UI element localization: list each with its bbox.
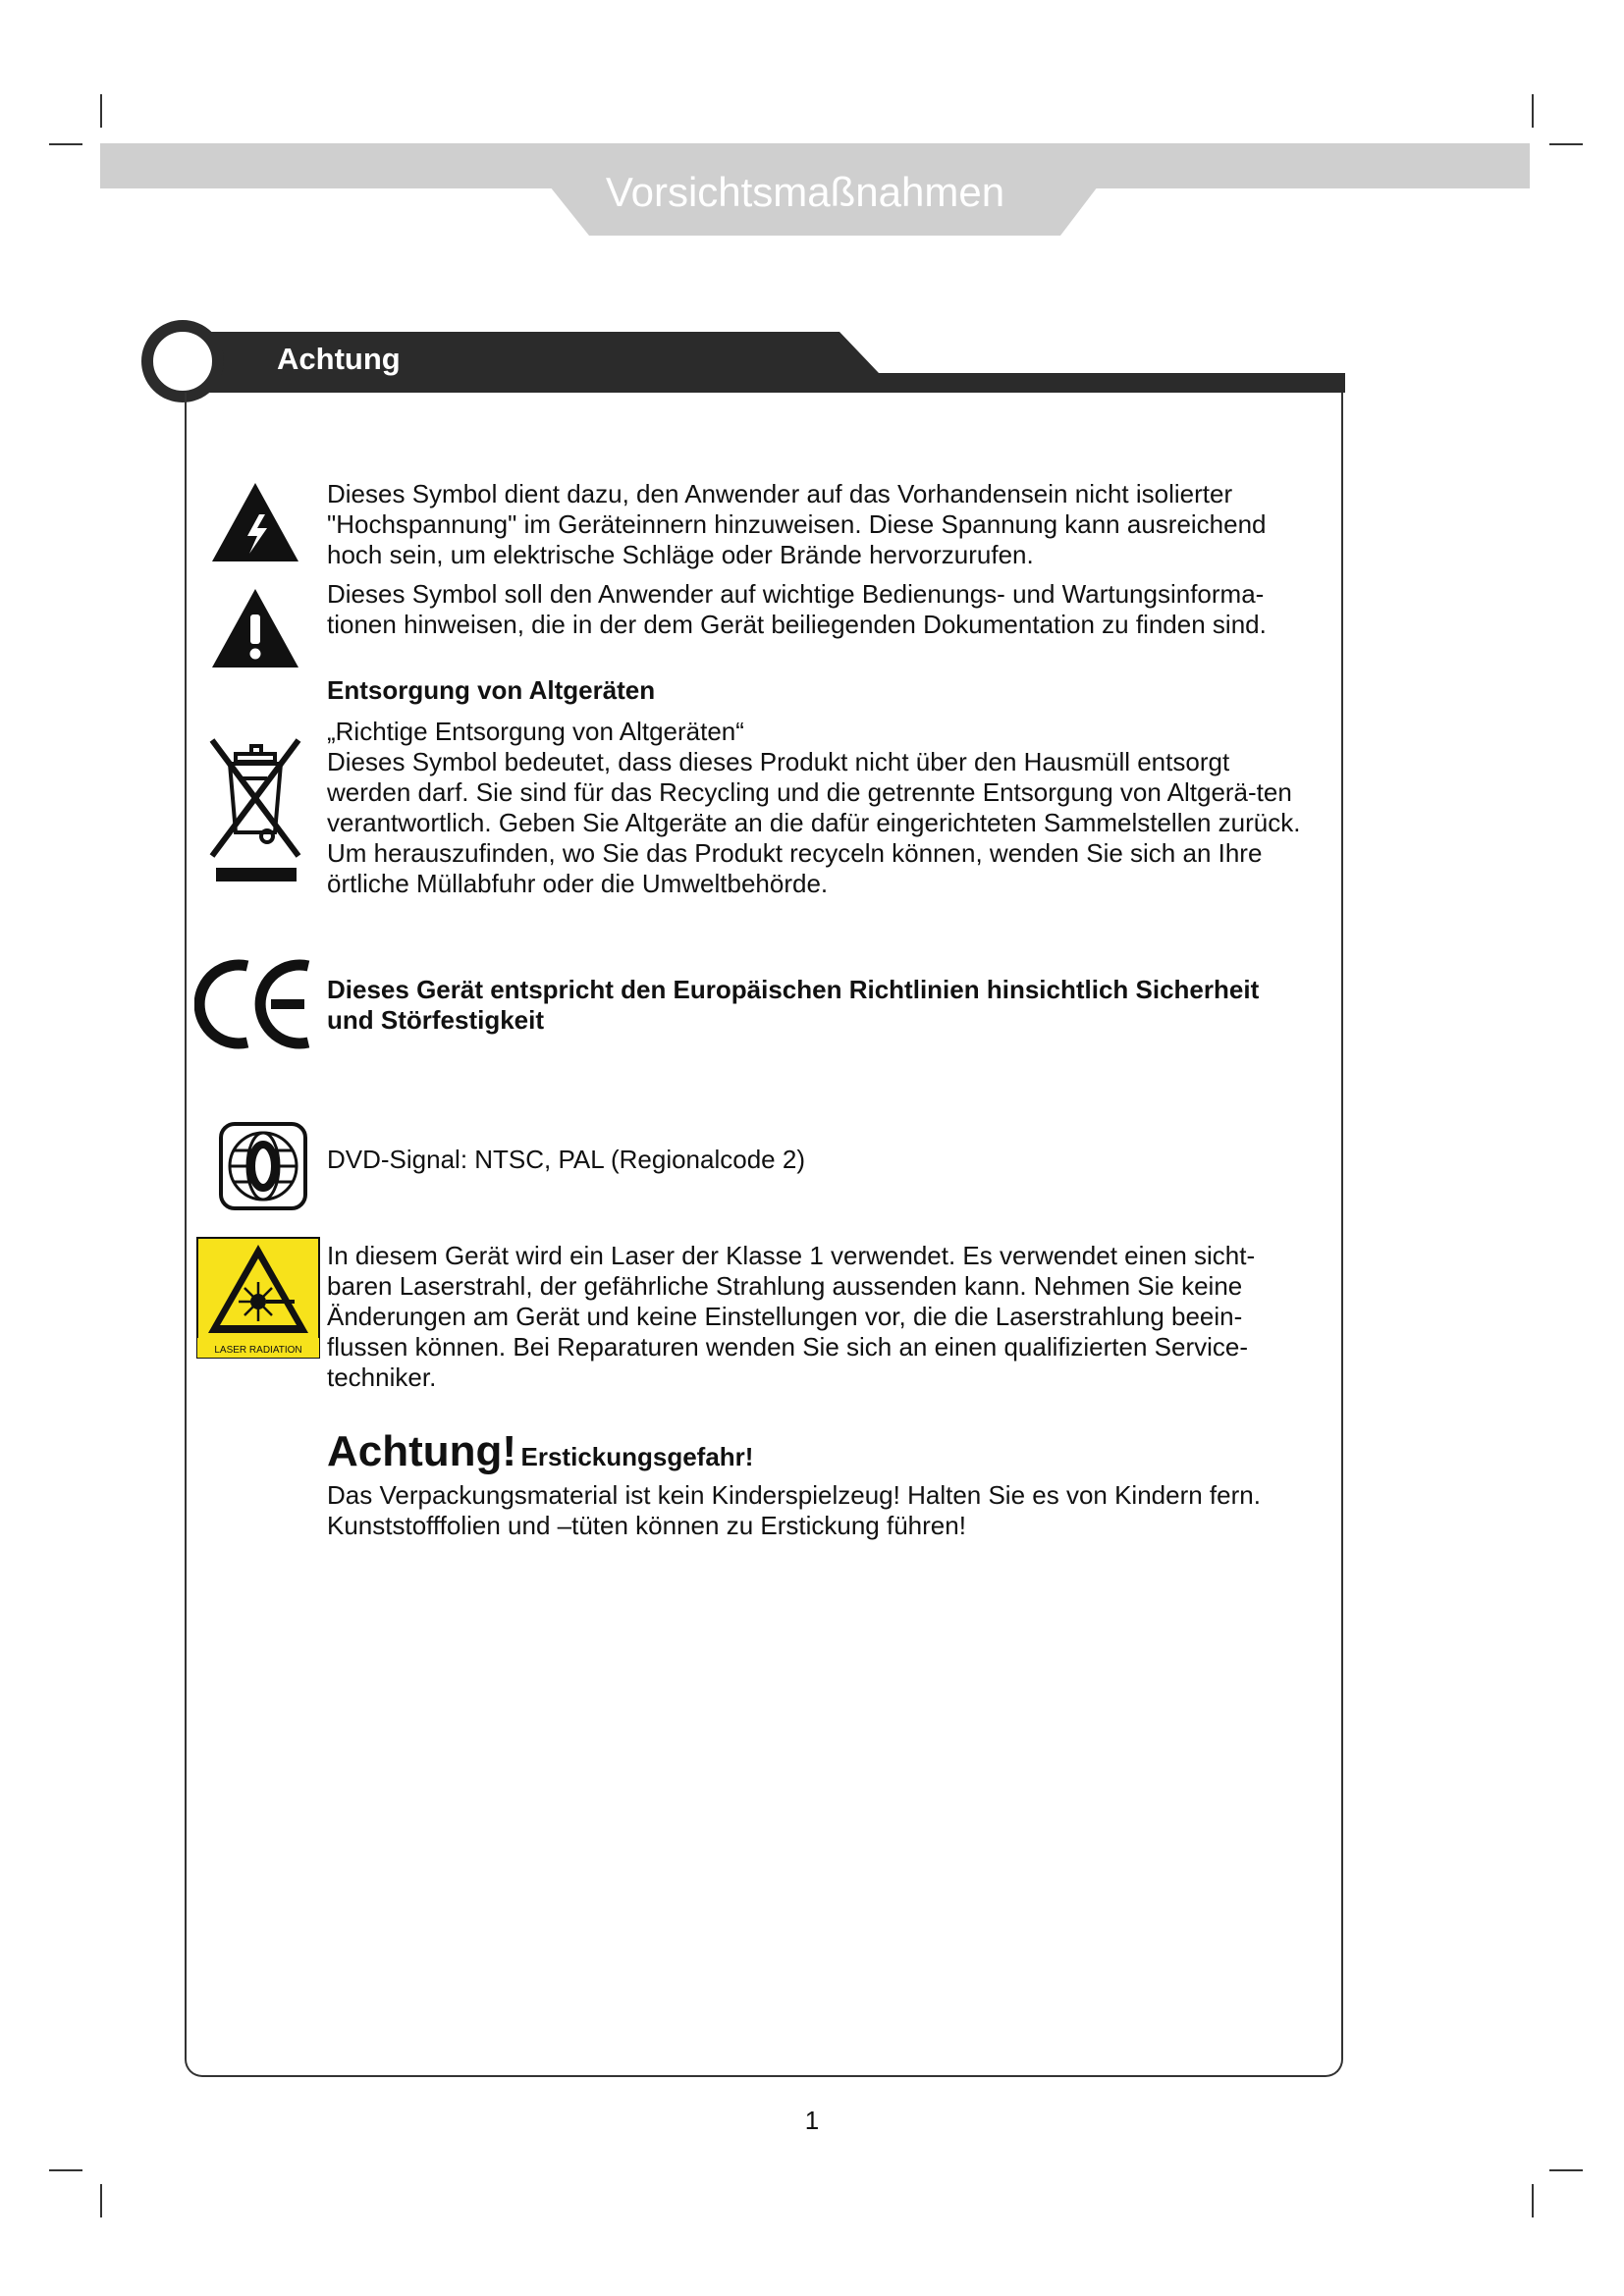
crop-mark bbox=[49, 2169, 82, 2171]
suffocation-text: Das Verpackungsmaterial ist kein Kinderspielzeug! Halten Sie es von Kindern fern. Kunststofffolien und –tüten können zu Erstickung führen! bbox=[327, 1480, 1261, 1540]
crop-mark bbox=[1549, 2169, 1583, 2171]
ce-text: Dieses Gerät entspricht den Europäischen Richtlinien hinsichtlich Sicherheit und Störfestigkeit bbox=[327, 975, 1260, 1035]
suffocation-title-big: Achtung! bbox=[327, 1427, 517, 1475]
section-title: Achtung bbox=[277, 342, 401, 376]
exclamation-warning-icon bbox=[210, 587, 300, 669]
content-box bbox=[185, 393, 1343, 2077]
disposal-text: Dieses Symbol bedeutet, dass dieses Produkt nicht über den Hausmüll entsorgt werden darf. Sie sind für das Recycling und die getrennte Entsorgung von Altgerä-ten verantwortlich. Geben Sie Altgeräte an die dafür eingerichteten Sammelstellen zurück. Um herauszufinden, wo Sie das Produkt recyceln können, wenden Sie sich an Ihre örtliche Müllabfuhr oder die Umweltbehörde. bbox=[327, 747, 1301, 898]
section-bar bbox=[0, 0, 1624, 412]
suffocation-title-small: Erstickungsgefahr! bbox=[520, 1442, 754, 1471]
crop-mark bbox=[100, 2184, 102, 2217]
disposal-quote: „Richtige Entsorgung von Altgeräten“ bbox=[327, 717, 744, 746]
suffocation-heading bbox=[327, 1425, 1309, 1488]
page-number: 1 bbox=[804, 2106, 820, 2135]
ce-mark-icon bbox=[194, 958, 316, 1050]
dvd-region-globe-icon bbox=[218, 1121, 308, 1211]
high-voltage-warning-icon bbox=[210, 481, 300, 563]
disposal-heading: Entsorgung von Altgeräten bbox=[327, 675, 656, 705]
exclamation-text: Dieses Symbol soll den Anwender auf wichtige Bedienungs- und Wartungsinforma-tionen hinweisen, die in der dem Gerät beiliegenden Dokumentation zu finden sind. bbox=[327, 579, 1267, 639]
page-title: Vorsichtsmaßnahmen bbox=[605, 169, 1005, 215]
laser-icon-label: LASER RADIATION bbox=[214, 1345, 302, 1356]
crossed-wheelie-bin-icon bbox=[206, 734, 304, 889]
crop-mark bbox=[1532, 2184, 1534, 2217]
high-voltage-text: Dieses Symbol dient dazu, den Anwender auf das Vorhandensein nicht isolierter "Hochspannung" im Geräteinnern hinzuweisen. Diese Spannung kann ausreichend hoch sein, um elektrische Schläge oder Brände hervorzurufen. bbox=[327, 479, 1267, 569]
laser-text: In diesem Gerät wird ein Laser der Klasse 1 verwendet. Es verwendet einen sicht-baren Laserstrahl, der gefährliche Strahlung aussenden kann. Nehmen Sie keine Änderungen am Gerät und keine Einstellungen vor, die die Laserstrahlung beein-flussen können. Bei Reparaturen wenden Sie sich an einen qualifizierten Service-techniker. bbox=[327, 1241, 1256, 1392]
laser-radiation-warning-icon bbox=[196, 1237, 320, 1359]
dvd-text: DVD-Signal: NTSC, PAL (Regionalcode 2) bbox=[327, 1145, 805, 1174]
